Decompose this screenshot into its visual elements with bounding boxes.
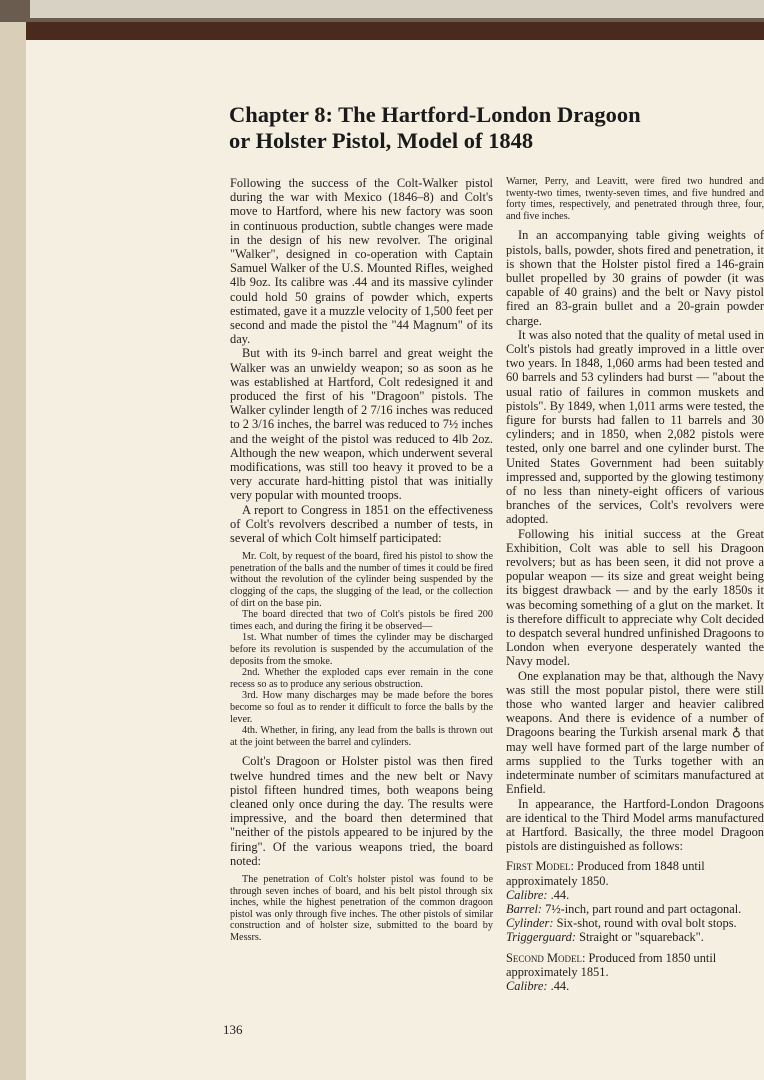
second-model-label: Second Model <box>506 950 582 965</box>
background-paper-strip <box>30 0 764 18</box>
paragraph: In an accompanying table giving weights of pistols, balls, powder, shots fired and penetration, it is shown that the Holster pistol fired a 146-grain bullet propelled by 30 grains of powder (it was capable of 40 grains) and the belt or Navy pistol fired an 83-grain bullet and a 20-grain powder charge. <box>506 228 764 328</box>
spec-label: Calibre: <box>506 887 548 902</box>
paragraph: Following the success of the Colt-Walker pistol during the war with Mexico (1846–8) and Colt's move to Hartford, where his new factory was soon in continuous production, subtle changes were made in the design of his new revolver. The original "Walker", designed in co-operation with Captain Samuel Walker of the U.S. Mounted Rifles, weighed 4lb 9oz. Its calibre was .44 and its massive cylinder could hold 50 grains of powder which, experts estimated, gave it a muzzle velocity of 1,500 feet per second and made the pistol the "44 Magnum" of its day. <box>230 176 493 347</box>
right-column <box>506 176 764 993</box>
chapter-title-line1: Chapter 8: The Hartford-London Dragoon <box>229 102 641 127</box>
report-quote: Mr. Colt, by request of the board, fired his pistol to show the penetration of the balls and the number of times it could be fired without the revolution of the cylinder being suspended by the clogging of the caps, the slugging of the lead, or the collection of dirt on the base pin. <box>230 551 493 609</box>
spec-label: Triggerguard: <box>506 930 576 945</box>
chapter-title <box>229 102 764 154</box>
page-number: 136 <box>223 1022 243 1037</box>
left-column <box>230 176 493 944</box>
report-quote: 3rd. How many discharges may be made before the bores become so foul as to render it difficult to force the balls by the lever. <box>230 690 493 725</box>
paragraph: In appearance, the Hartford-London Dragoons are identical to the Third Model arms manufactured at Hartford. Basically, the three model Dragoon pistols are distinguished as follows: <box>506 796 764 854</box>
paragraph: It was also noted that the quality of metal used in Colt's pistols had greatly improved in a little over two years. In 1848, 1,060 arms had been tested and 60 barrels and 53 cylinders had burst — "about the usual ratio of failures in common muskets and pistols". By 1849, when 1,011 arms were tested, the figure for bursts had fallen to 11 barrels and 30 cylinders; and in 1850, when 2,082 pistols were tested, only one barrel and one cylinder burst. The United States Government had been suitably impressed and, supported by the glowing testimony of no less than ninety-eight officers of various branches of the services, Colt's revolvers were adopted. <box>506 327 764 527</box>
book-page <box>26 40 764 1080</box>
paragraph: But with its 9-inch barrel and great weight the Walker was an unwieldy weapon; so as soon as he was established at Hartford, Colt redesigned it and produced the first of his "Dragoon" pistols. The Walker cylinder length of 2 7/16 inches was reduced to 2 3/16 inches, the barrel was reduced to 7½ inches and the weight of the pistol was reduced to 4lb 2oz. Although the new weapon, which underwent several modifications, was still too heavy it proved to be a very accurate hard-hitting pistol that was initially very popular with mounted troops. <box>230 346 493 503</box>
second-model-entry <box>506 951 764 979</box>
spec-value: Six-shot, round with oval bolt stops. <box>553 916 737 931</box>
first-model-entry <box>506 859 764 887</box>
spec-label: Calibre: <box>506 978 548 993</box>
first-model-cylinder <box>506 916 764 930</box>
second-model-calibre <box>506 979 764 993</box>
book-cover-edge-top <box>0 22 764 40</box>
chapter-title-line2: or Holster Pistol, Model of 1848 <box>229 128 534 153</box>
report-quote: 1st. What number of times the cylinder may be discharged before its revolution is suspended by the accumulation of the deposits from the smoke. <box>230 632 493 667</box>
report-quote-continued: Warner, Perry, and Leavitt, were fired two hundred and twenty-two times, twenty-seven times, and five hundred and forty times, respectively, and penetrated through three, four, and five inches. <box>506 176 764 222</box>
first-model-triggerguard <box>506 930 764 944</box>
paragraph: Following his initial success at the Great Exhibition, Colt was able to sell his Dragoon revolvers; but as has been seen, it did not prove a popular weapon — its size and great weight being its biggest drawback — and by the early 1850s it was becoming something of a glut on the market. It is therefore difficult to appreciate why Colt decided to despatch several hundred unfinished Dragoons to London when everyone desperately wanted the Navy model. <box>506 526 764 669</box>
paragraph: One explanation may be that, although the Navy was still the most popular pistol, there were still those who wanted larger and heavier calibred weapons. And there is evidence of a number of Dragoons bearing the Turkish arsenal mark ♁ that may well have formed part of the large number of arms supplied to the Turks together with an indeterminate number of scimitars manufactured at Enfield. <box>506 668 764 797</box>
first-model-barrel <box>506 902 764 916</box>
book-page-edge-left <box>0 22 26 1080</box>
report-quote: The penetration of Colt's holster pistol was found to be through seven inches of board, and his belt pistol through six inches, while the highest penetration of the common dragoon pistol was only through five inches. The other pistols of similar construction and of holster size, submitted to the board by Messrs. <box>230 874 493 943</box>
spec-value: 7½-inch, part round and part octagonal. <box>542 901 742 916</box>
first-model-calibre <box>506 888 764 902</box>
report-quote: 2nd. Whether the exploded caps ever remain in the cone recess so as to produce any serious obstruction. <box>230 667 493 690</box>
report-quote: 4th. Whether, in firing, any lead from the balls is thrown out at the joint between the barrel and cylinders. <box>230 725 493 748</box>
spec-value: .44. <box>547 978 570 993</box>
paragraph: Colt's Dragoon or Holster pistol was then fired twelve hundred times and the new belt or Navy pistol fifteen hundred times, both weapons being cleaned only once during the day. The results were impressive, and the board then determined that "neither of the pistols appeared to be injured by the firing". Of the various weapons tried, the board noted: <box>230 754 493 868</box>
first-model-label: First Model <box>506 859 571 874</box>
spec-label: Barrel: <box>506 901 543 916</box>
second-model-text: : Produced from 1850 until approximately 1851. <box>506 950 717 979</box>
report-quote: The board directed that two of Colt's pistols be fired 200 times each, and during the firing it be observed— <box>230 609 493 632</box>
paragraph: A report to Congress in 1851 on the effectiveness of Colt's revolvers described a number of tests, in several of which Colt himself participated: <box>230 502 493 546</box>
spec-value: Straight or "squareback". <box>576 930 704 945</box>
spec-label: Cylinder: <box>506 916 554 931</box>
spec-value: .44. <box>547 887 570 902</box>
first-model-text: : Produced from 1848 until approximately 1850. <box>506 859 705 888</box>
